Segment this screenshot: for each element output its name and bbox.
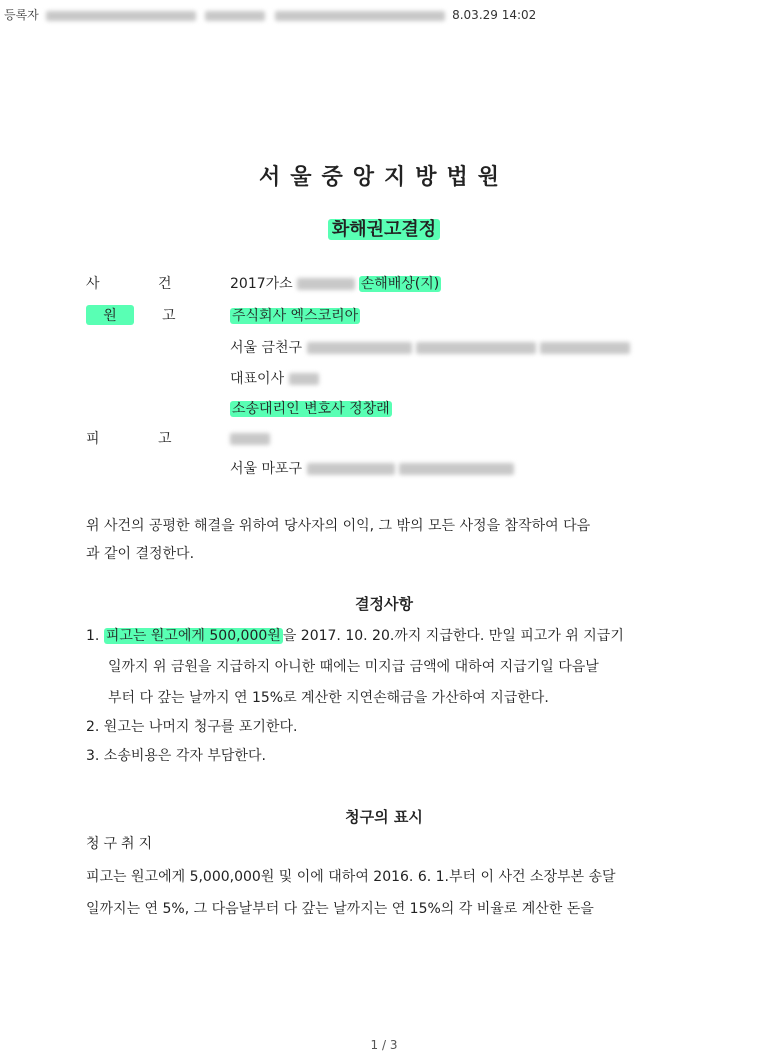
redacted-block <box>289 373 319 385</box>
header-label: 등록자 <box>4 8 39 22</box>
decision-item-1-line-3: 부터 다 갚는 날까지 연 15%로 계산한 지연손해금을 가산하여 지급한다. <box>108 690 549 706</box>
redacted-block <box>307 463 395 475</box>
claim-subheading: 청구취지 <box>86 836 157 852</box>
plaintiff-representative <box>230 368 319 388</box>
redacted-block <box>540 342 630 354</box>
decision-item-2: 2. 원고는 나머지 청구를 포기한다. <box>86 719 298 735</box>
plaintiff-row <box>86 305 360 325</box>
claim-line-2: 일까지는 연 5%, 그 다음날부터 다 갚는 날까지는 연 15%의 각 비율로 계산한 돈을 <box>86 901 594 917</box>
label-char: 사 <box>86 276 100 292</box>
label-char: 원 <box>86 305 134 325</box>
address-text: 서울 마포구 <box>230 461 303 477</box>
defendant-row <box>86 428 270 448</box>
redacted-block <box>205 11 265 21</box>
claim-heading: 청구의 표시 <box>345 808 423 826</box>
claim-line-1: 피고는 원고에게 5,000,000원 및 이에 대하여 2016. 6. 1.부터 이 사건 소장부본 송달 <box>86 869 616 885</box>
intro-paragraph <box>86 512 698 568</box>
redacted-block <box>46 11 196 21</box>
item-text: 을 2017. 10. 20.까지 지급한다. 만일 피고가 위 지급기 <box>282 628 624 644</box>
redacted-block <box>230 433 270 445</box>
page-number: 1 / 3 <box>370 1038 398 1052</box>
case-number: 2017가소 <box>230 276 293 292</box>
intro-line: 과 같이 결정한다. <box>86 546 195 562</box>
label-char: 피 <box>86 431 100 447</box>
title-highlight: 화해권고결정 <box>328 219 440 240</box>
case-type: 손해배상(지) <box>360 276 440 292</box>
decision-heading: 결정사항 <box>355 595 413 613</box>
redacted-block <box>307 342 412 354</box>
intro-line: 위 사건의 공평한 해결을 위하여 당사자의 이익, 그 밖의 모든 사정을 참작하여 다음 <box>86 518 591 534</box>
defendant-address <box>230 458 514 478</box>
case-row <box>86 273 441 293</box>
plaintiff-name: 주식회사 엑스코리아 <box>232 308 359 324</box>
decision-item-3: 3. 소송비용은 각자 부담한다. <box>86 748 266 764</box>
plaintiff-agent <box>230 398 392 418</box>
highlighted-amount: 피고는 원고에게 500,000원 <box>105 628 281 644</box>
registration-header <box>4 6 536 23</box>
header-timestamp: 8.03.29 14:02 <box>452 8 537 22</box>
address-text: 서울 금천구 <box>230 340 303 356</box>
redacted-block <box>416 342 536 354</box>
redacted-block <box>399 463 514 475</box>
item-number: 1. <box>86 628 100 644</box>
decision-item-1-line-2: 일까지 위 금원을 지급하지 아니한 때에는 미지급 금액에 대하여 지급기일 다음날 <box>108 659 599 675</box>
label-char: 건 <box>158 276 172 292</box>
label-char: 고 <box>162 308 176 324</box>
court-name: 서울중앙지방법원 <box>258 165 510 190</box>
agent-text: 소송대리인 변호사 정창래 <box>232 401 390 417</box>
redacted-block <box>275 11 445 21</box>
decision-item-1 <box>86 625 624 645</box>
redacted-block <box>297 278 355 290</box>
label-char: 고 <box>158 431 172 447</box>
document-title <box>0 215 768 241</box>
plaintiff-address <box>230 337 630 357</box>
rep-label: 대표이사 <box>230 371 285 387</box>
